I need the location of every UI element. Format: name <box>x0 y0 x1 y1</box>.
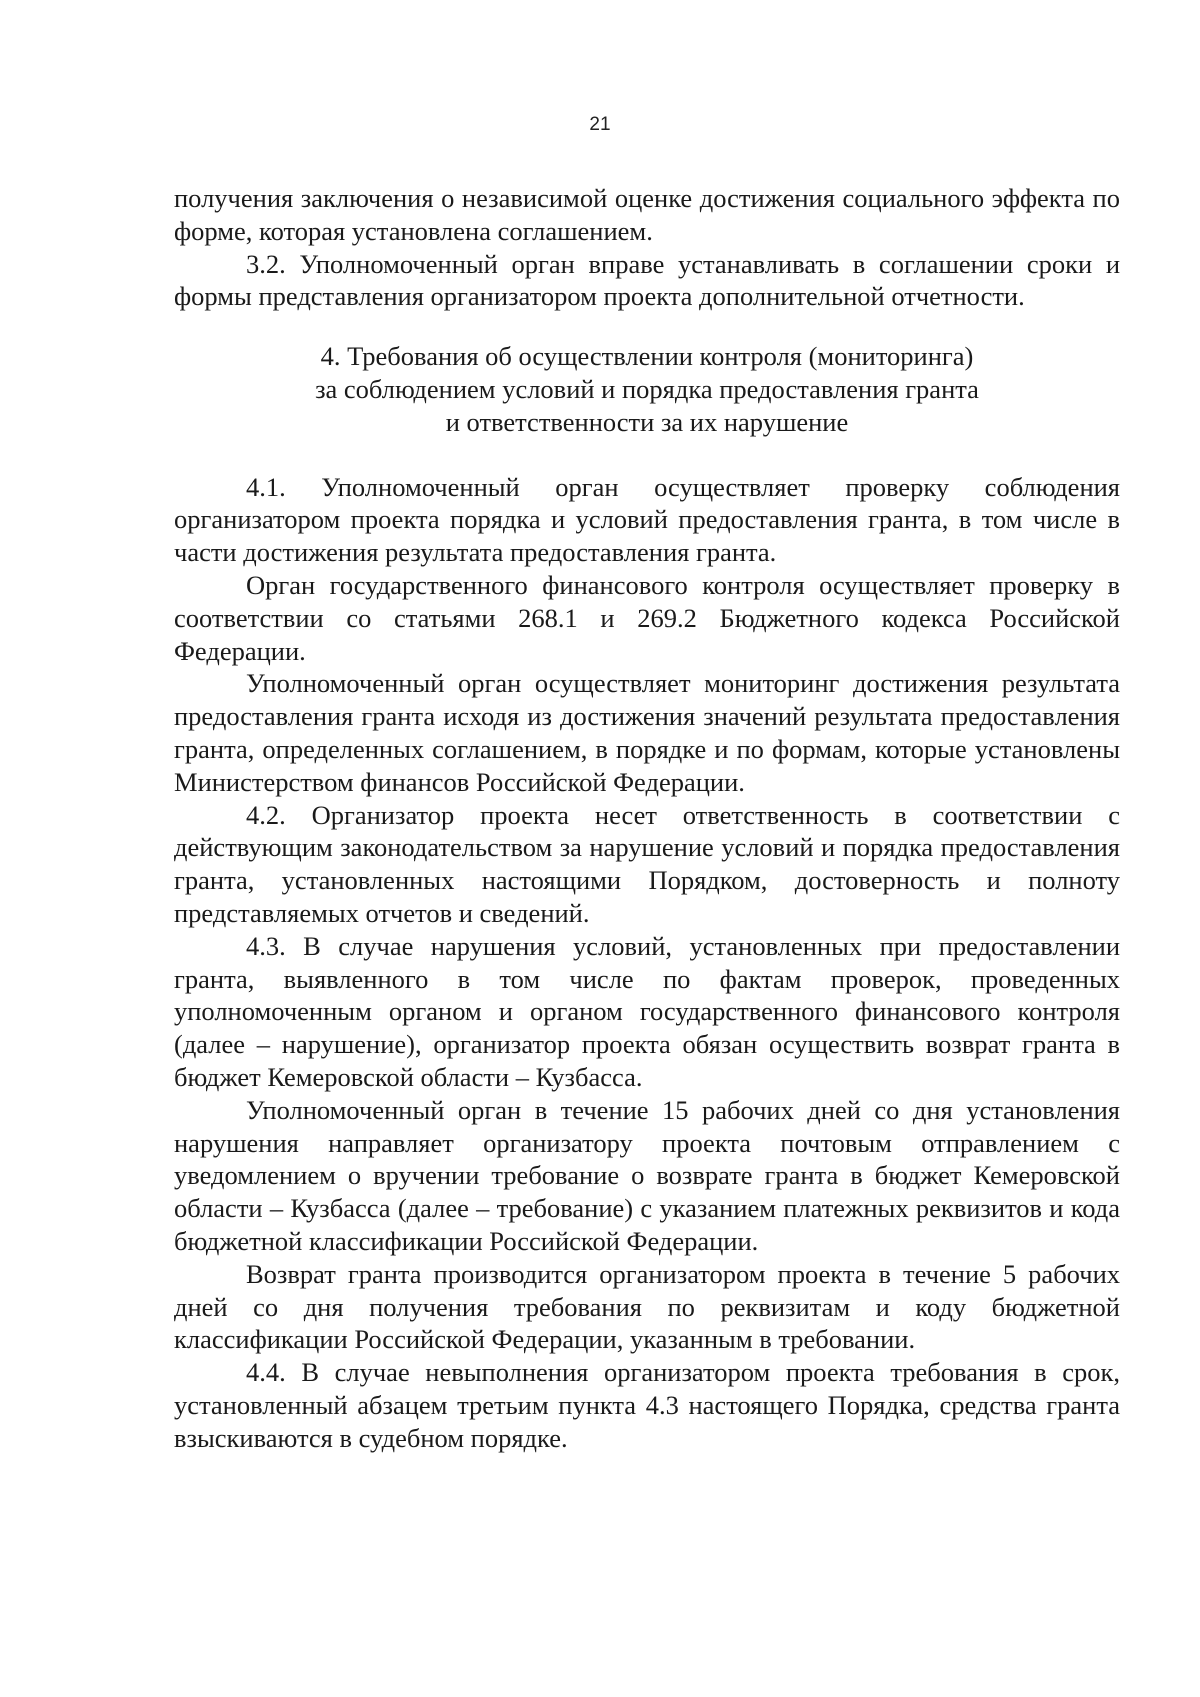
page-number: 21 <box>589 114 611 135</box>
paragraph: 4.4. В случае невыполнения организатором проекта требования в срок, установленный абзацем третьим пункта 4.3 настоящего Порядка, средства гранта взыскиваются в судебном порядке. <box>174 1357 1120 1453</box>
section-heading-line: 4. Требования об осуществлении контроля (мониторинга) <box>320 341 974 372</box>
section-heading <box>174 340 1120 438</box>
paragraph: Орган государственного финансового контроля осуществляет проверку в соответствии со статьями 268.1 и 269.2 Бюджетного кодекса Российской Федерации. <box>174 569 1120 666</box>
paragraph: 4.1. Уполномоченный орган осуществляет проверку соблюдения организатором проекта порядка и условий предоставления гранта, в том числе в части достижения результата предоставления гранта. <box>174 471 1120 568</box>
paragraph: Возврат гранта производится организатором проекта в течение 5 рабочих дней со дня получения требования по реквизитам и коду бюджетной классификации Российской Федерации, указанным в требовании. <box>174 1258 1120 1355</box>
paragraph: 4.3. В случае нарушения условий, установленных при предоставлении гранта, выявленного в том числе по фактам проверок, проведенных уполномоченным органом и органом государственного финансового контроля (далее – нарушение), организатор проекта обязан осуществить возврат гранта в бюджет Кемеровской области – Кузбасса. <box>174 930 1120 1092</box>
section-heading-line: за соблюдением условий и порядка предоставления гранта <box>315 373 979 404</box>
document-body <box>174 182 1120 1454</box>
section-heading-line: и ответственности за их нарушение <box>445 406 849 437</box>
paragraph: Уполномоченный орган осуществляет мониторинг достижения результата предоставления гранта исходя из достижения значений результата предоставления гранта, определенных соглашением, в порядке и по формам, которые установлены Министерством финансов Российской Федерации. <box>174 668 1120 797</box>
paragraph: 3.2. Уполномоченный орган вправе устанавливать в соглашении сроки и формы представления организатором проекта дополнительной отчетности. <box>174 248 1120 312</box>
paragraph: получения заключения о независимой оценке достижения социального эффекта по форме, которая установлена соглашением. <box>174 183 1120 246</box>
paragraph: Уполномоченный орган в течение 15 рабочих дней со дня установления нарушения направляет организатору проекта почтовым отправлением с уведомлением о вручении требование о возврате гранта в бюджет Кемеровской области – Кузбасса (далее – требование) с указанием платежных реквизитов и кода бюджетной классификации Российской Федерации. <box>174 1094 1120 1256</box>
paragraph: 4.2. Организатор проекта несет ответственность в соответствии с действующим законодательством за нарушение условий и порядка предоставления гранта, установленных настоящими Порядком, достоверность и полноту представляемых отчетов и сведений. <box>174 799 1120 928</box>
